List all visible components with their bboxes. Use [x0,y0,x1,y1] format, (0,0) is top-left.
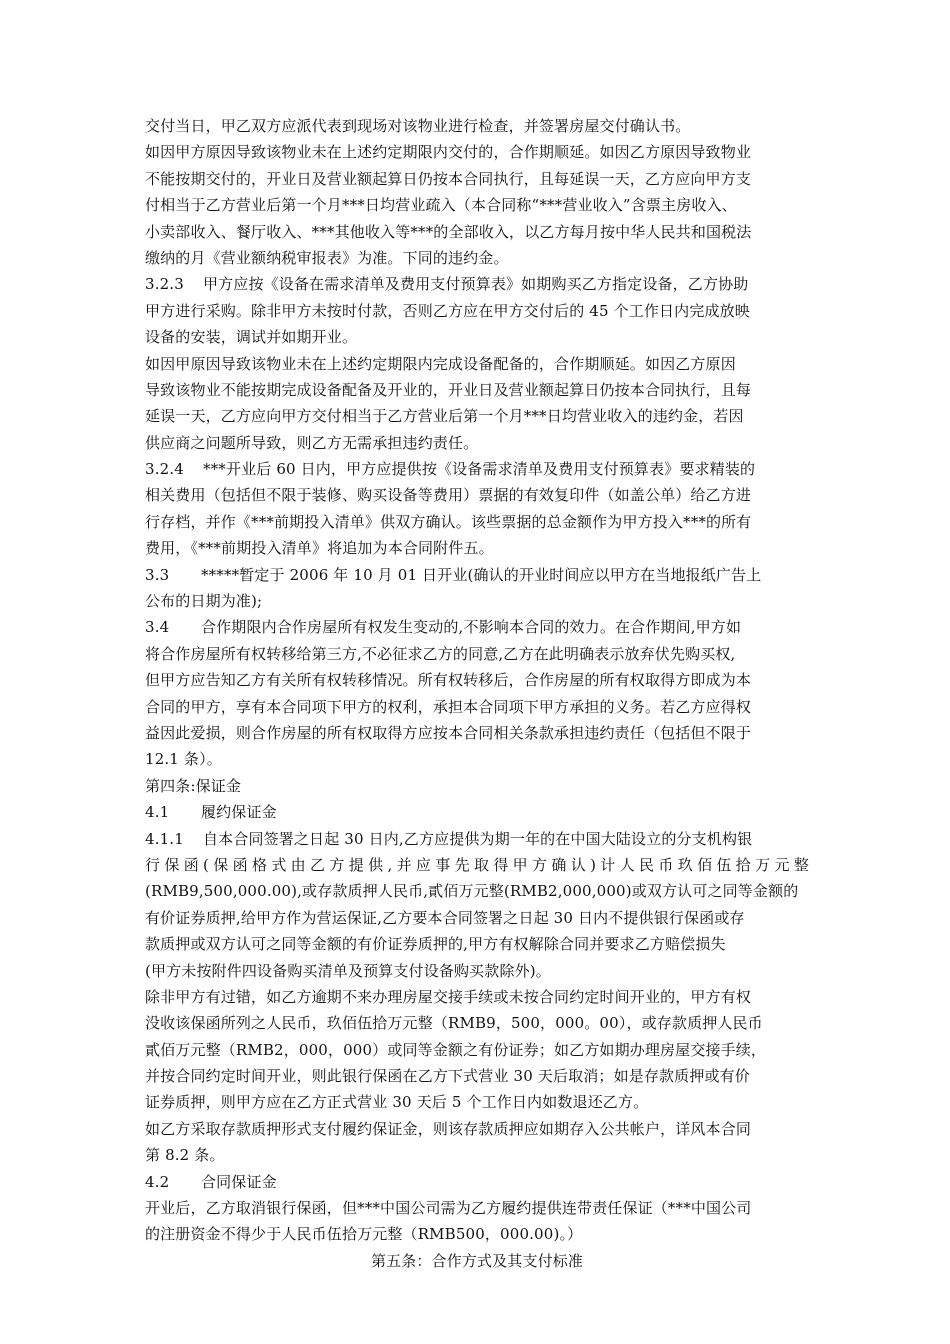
paragraph-line: 合同的甲方，享有本合同项下甲方的权利，承担本合同项下甲方承担的义务。若乙方应得权 [145,697,752,716]
section-heading-article-4: 第四条:保证金 [145,776,242,795]
paragraph-line: 缴纳的月《营业额纳税审报表》为准。下同的违约金。 [145,248,509,267]
clause-3-2-3-line: 3.2.3 甲方应按《设备在需求清单及费用支付预算表》如期购买乙方指定设备，乙方协助 [145,271,809,297]
paragraph-line: 如因甲方原因导致该物业未在上述约定期限内交付的，合作期顺延。如因乙方原因导致物业 [145,143,752,162]
paragraph-line: 如乙方采取存款质押形式支付履约保证金，则该存款质押应如期存入公共帐户，详风本合同 [145,1119,752,1138]
paragraph-line: 小卖部收入、餐厅收入、***其他收入等***的全部收入，以乙方每月按中华人民共和国税法 [145,222,752,241]
paragraph-line: 12.1 条）。 [145,750,222,769]
paragraph-line: 貳佰万元整（RMB2，000，000）或同等金额之有份证券；如乙方如期办理房屋交接手续， [145,1040,767,1059]
clause-number: 4.1.1 [145,829,184,848]
clause-4-1-1-line: 4.1.1 自本合同签署之日起 30 日内,乙方应提供为期一年的在中国大陆设立的分支机构银 [145,826,809,852]
clause-4-1-heading: 4.1 履约保证金 [145,799,809,825]
paragraph-line: 没收该保函所列之人民币，玖佰伍拾万元整（RMB9，500，000。00），或存款质押人民币 [145,1014,763,1033]
paragraph-line: 行保函(保函格式由乙方提供,并应事先取得甲方确认)计人民币玖佰伍拾万元整 [145,855,809,874]
document-body [145,113,809,1274]
clause-number: 4.1 [145,803,170,822]
paragraph-line: 费用，《***前期投入清单》将追加为本合同附件五。 [145,539,494,558]
paragraph-line: 的注册资金不得少于人民币伍拾万元整（RMB500，000.00)。） [145,1225,583,1244]
paragraph-line: 相关费用（包括但不限于装修、购买设备等费用）票据的有效复印件（如盖公单）给乙方进 [145,486,752,505]
paragraph-line: 如因甲原因导致该物业未在上述约定期限内完成设备配备的，合作期顺延。如因乙方原因 [145,354,736,373]
paragraph-line: 设备的安装，调试并如期开业。 [145,328,358,347]
paragraph-line: 有价证券质押,给甲方作为营运保证,乙方要本合同签署之日起 30 日内不提供银行保函或存 [145,908,745,927]
clause-number: 3.4 [145,618,170,637]
paragraph-line: 益因此爱损，则合作房屋的所有权取得方应按本合同相关条款承担违约责任（包括但不限于 [145,723,752,742]
paragraph-line: 付相当于乙方营业后第一个月***日均营业疏入（本合同称“***营业收入”含票主房收入、 [145,196,737,215]
paragraph-line: (甲方未按附件四设备购买清单及预算支付设备购买款除外)。 [145,961,551,980]
clause-3-3-line: 3.3 *****暂定于 2006 年 10 月 01 日开业(确认的开业时间应以甲方在当地报纸广告上 [145,562,809,588]
paragraph-line: 公布的日期为准); [145,592,263,611]
clause-number: 3.2.3 [145,275,184,294]
paragraph-line: 款质押或双方认可之同等金额的有价证券质押的,甲方有权解除合同并要求乙方赔偿损失 [145,935,726,954]
paragraph-line: 但甲方应告知乙方有关所有权转移情况。所有权转移后，合作房屋的所有权取得方即成为本 [145,671,752,690]
paragraph-line: 供应商之问题所导致，则乙方无需承担违约责任。 [145,433,479,452]
paragraph-line: 甲方进行采购。除非甲方未按时付款，否则乙方应在甲方交付后的 45 个工作日内完成放映 [145,301,750,320]
clause-3-4-line: 3.4 合作期限内合作房屋所有权发生变动的,不影响本合同的效力。在合作期间,甲方如 [145,614,809,640]
paragraph-line: 除非甲方有过错，如乙方逾期不来办理房屋交接手续或未按合同约定时间开业的，甲方有权 [145,987,752,1006]
paragraph-line: 证券质押，则甲方应在乙方正式营业 30 天后 5 个工作日内如数退还乙方。 [145,1093,649,1112]
paragraph-line: 导致该物业不能按期完成设备配备及开业的，开业日及营业额起算日仍按本合同执行，且每 [145,380,752,399]
paragraph-line: 第 8.2 条。 [145,1146,225,1165]
paragraph-line: 延误一天，乙方应向甲方交付相当于乙方营业后第一个月***日均营业收入的违约金，若因 [145,407,744,426]
clause-3-2-4-line: 3.2.4 ***开业后 60 日内，甲方应提供按《设备需求清单及费用支付预算表》要求精装的 [145,456,809,482]
section-heading-article-5: 第五条：合作方式及其支付标准 [370,1251,584,1270]
paragraph-line: 将合作房屋所有权转移给第三方,不必征求乙方的同意,乙方在此明确表示放弃伏先购买权, [145,644,736,663]
paragraph-line: 不能按期交付的，开业日及营业额起算日仍按本合同执行，且每延误一天，乙方应向甲方支 [145,169,752,188]
clause-number: 3.3 [145,565,170,584]
paragraph-line: 开业后，乙方取消银行保函，但***中国公司需为乙方履约提供连带责任保证（***中国公司 [145,1199,752,1218]
clause-number: 3.2.4 [145,460,184,479]
clause-4-2-heading: 4.2 合同保证金 [145,1169,809,1195]
clause-number: 4.2 [145,1172,170,1191]
paragraph-line: 并按合同约定时间开业，则此银行保函在乙方下式营业 30 天后取消；如是存款质押或有价 [145,1067,750,1086]
paragraph-line: 行存档，并作《***前期投入清单》供双方确认。该些票据的总金额作为甲方投入***的所有 [145,512,752,531]
paragraph-line: 交付当日，甲乙双方应派代表到现场对该物业进行检查，并签署房屋交付确认书。 [145,117,691,135]
paragraph-line: (RMB9,500,000.00),或存款质押人民币,貳佰万元整(RMB2,000,000)或双方认可之同等金额的 [145,882,799,901]
